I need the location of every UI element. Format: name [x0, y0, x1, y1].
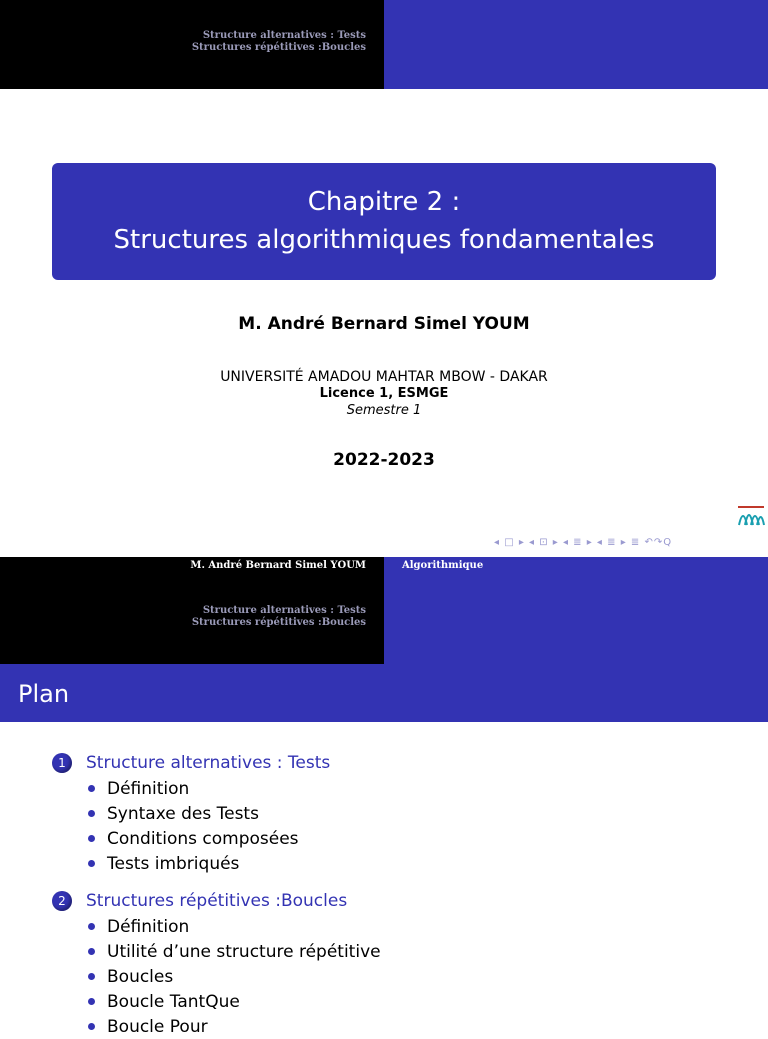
- table-of-contents: [52, 750, 752, 1039]
- title-line-2: Structures algorithmiques fondamentales: [113, 225, 655, 255]
- bullet-icon: [88, 948, 95, 955]
- bullet-icon: [88, 785, 95, 792]
- section-label: Structure alternatives : Tests: [86, 753, 331, 773]
- bullet-icon: [88, 923, 95, 930]
- subsection-label: Tests imbriqués: [107, 853, 240, 874]
- section-gap: [52, 876, 752, 888]
- program: Licence 1, ESMGE: [319, 386, 449, 401]
- header-section-1-slide2[interactable]: Structure alternatives : Tests: [202, 605, 366, 616]
- subsection-label: Boucle TantQue: [107, 991, 240, 1012]
- toc-subsection[interactable]: [52, 826, 752, 851]
- toc-section-2[interactable]: [52, 888, 752, 914]
- institution: UNIVERSITÉ AMADOU MAHTAR MBOW - DAKAR: [220, 369, 548, 385]
- section-label: Structures répétitives :Boucles: [86, 891, 348, 911]
- subsection-label: Boucles: [107, 966, 174, 987]
- subsection-label: Syntaxe des Tests: [107, 803, 259, 824]
- footer-course: Algorithmique: [402, 560, 484, 571]
- header-right-bar: [384, 0, 768, 89]
- bullet-icon: [88, 860, 95, 867]
- year: 2022-2023: [333, 450, 435, 470]
- title-block: [52, 163, 716, 280]
- frame-title-bar: [0, 664, 768, 722]
- toc-subsection[interactable]: [52, 801, 752, 826]
- bullet-icon: [88, 998, 95, 1005]
- bullet-icon: [88, 973, 95, 980]
- toc-subsection[interactable]: [52, 851, 752, 876]
- subsection-label: Conditions composées: [107, 828, 299, 849]
- toc-section-1[interactable]: [52, 750, 752, 776]
- bullet-icon: [88, 1023, 95, 1030]
- beamer-navigation[interactable]: ◂ □ ▸ ◂ ⊡ ▸ ◂ ≣ ▸ ◂ ≣ ▸ ≣ ↶↷Q: [494, 537, 673, 548]
- footer-right-bar: [384, 557, 768, 664]
- toc-subsection[interactable]: [52, 939, 752, 964]
- toc-subsection[interactable]: [52, 914, 752, 939]
- subsection-label: Utilité d’une structure répétitive: [107, 941, 381, 962]
- header-section-1[interactable]: Structure alternatives : Tests: [202, 30, 366, 41]
- bullet-icon: [88, 835, 95, 842]
- subsection-label: Boucle Pour: [107, 1016, 208, 1037]
- frame-title: Plan: [18, 680, 70, 708]
- university-logo-icon: [737, 503, 765, 527]
- bullet-icon: [88, 810, 95, 817]
- subsection-label: Définition: [107, 778, 190, 799]
- toc-subsection[interactable]: [52, 776, 752, 801]
- author-name: M. André Bernard Simel YOUM: [238, 314, 530, 334]
- section-number-badge: 1: [52, 753, 72, 773]
- section-number-badge: 2: [52, 891, 72, 911]
- title-line-1: Chapitre 2 :: [307, 187, 461, 217]
- toc-subsection[interactable]: [52, 989, 752, 1014]
- subsection-label: Définition: [107, 916, 190, 937]
- toc-subsection[interactable]: [52, 1014, 752, 1039]
- toc-subsection[interactable]: [52, 964, 752, 989]
- footer-author: M. André Bernard Simel YOUM: [190, 560, 366, 571]
- header-section-2[interactable]: Structures répétitives :Boucles: [191, 42, 366, 53]
- header-section-2-slide2[interactable]: Structures répétitives :Boucles: [191, 617, 366, 628]
- semester: Semestre 1: [346, 403, 422, 418]
